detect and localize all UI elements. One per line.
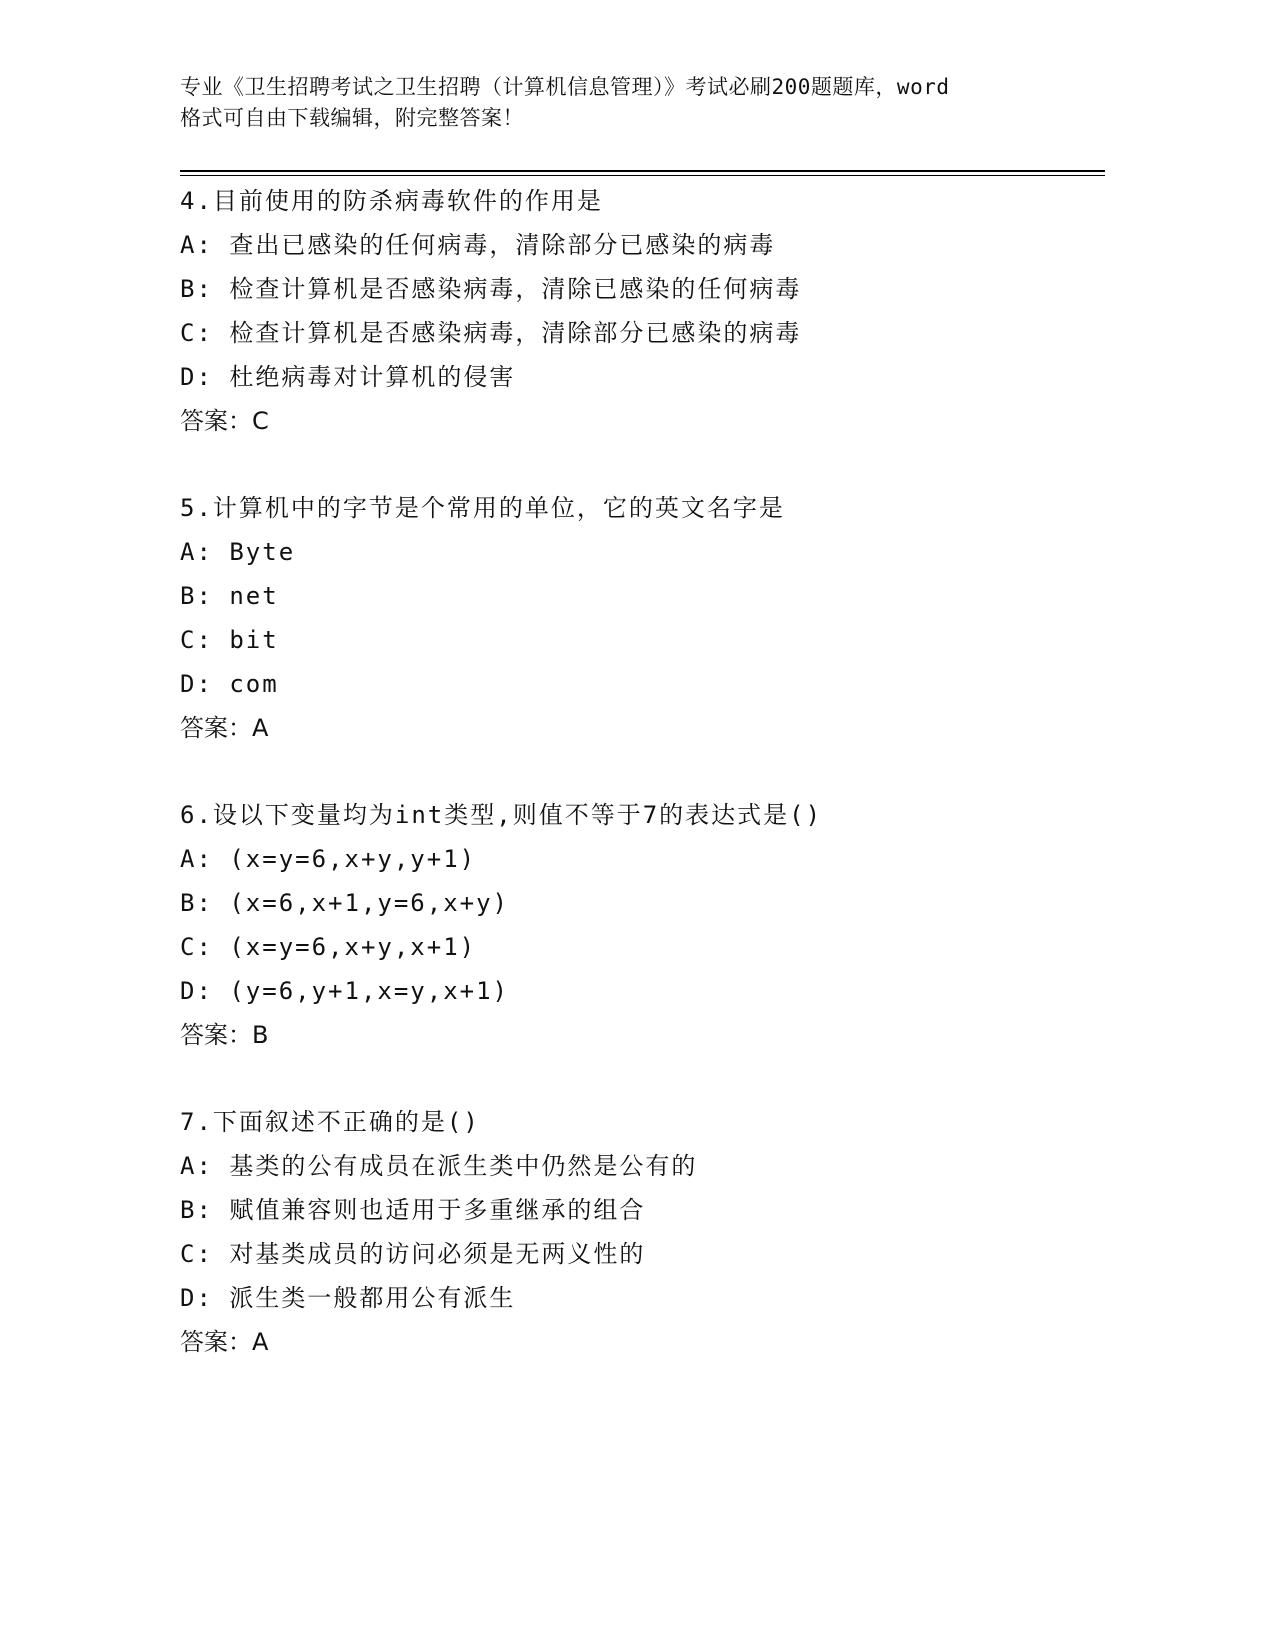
option-b: B: 检查计算机是否感染病毒，清除已感染的任何病毒	[180, 275, 802, 303]
question-7	[180, 1100, 1105, 1364]
option-a: A: 基类的公有成员在派生类中仍然是公有的	[180, 1152, 698, 1180]
question-list	[180, 179, 1105, 1407]
answer: 答案：B	[180, 1021, 269, 1049]
answer: 答案：C	[180, 407, 269, 435]
option-a: A: Byte	[180, 538, 296, 566]
option-b: B: 赋值兼容则也适用于多重继承的组合	[180, 1196, 646, 1224]
option-c: C: bit	[180, 626, 279, 654]
header-divider-thick	[180, 170, 1105, 172]
option-d: D: 杜绝病毒对计算机的侵害	[180, 363, 516, 391]
question-stem: 4.目前使用的防杀病毒软件的作用是	[180, 187, 603, 215]
option-d: D: com	[180, 670, 279, 698]
header-divider-thin	[180, 175, 1105, 176]
answer: 答案：A	[180, 1328, 269, 1356]
question-5	[180, 486, 1105, 750]
answer: 答案：A	[180, 714, 269, 742]
question-stem: 6.设以下变量均为int类型,则值不等于7的表达式是()	[180, 801, 823, 829]
option-d: D: (y=6,y+1,x=y,x+1)	[180, 977, 509, 1005]
question-4	[180, 179, 1105, 443]
option-c: C: (x=y=6,x+y,x+1)	[180, 933, 477, 961]
option-b: B: net	[180, 582, 279, 610]
option-b: B: (x=6,x+1,y=6,x+y)	[180, 889, 509, 917]
header-line-1: 专业《卫生招聘考试之卫生招聘（计算机信息管理）》考试必刷200题题库，word	[180, 75, 950, 99]
question-stem: 7.下面叙述不正确的是()	[180, 1108, 480, 1136]
option-c: C: 对基类成员的访问必须是无两义性的	[180, 1240, 646, 1268]
header-line-2: 格式可自由下载编辑，附完整答案！	[180, 106, 524, 130]
option-c: C: 检查计算机是否感染病毒，清除部分已感染的病毒	[180, 319, 802, 347]
option-d: D: 派生类一般都用公有派生	[180, 1284, 516, 1312]
option-a: A: (x=y=6,x+y,y+1)	[180, 845, 477, 873]
question-stem: 5.计算机中的字节是个常用的单位，它的英文名字是	[180, 494, 785, 522]
option-a: A: 查出已感染的任何病毒，清除部分已感染的病毒	[180, 231, 776, 259]
question-6	[180, 793, 1105, 1057]
document-header	[180, 72, 1060, 134]
